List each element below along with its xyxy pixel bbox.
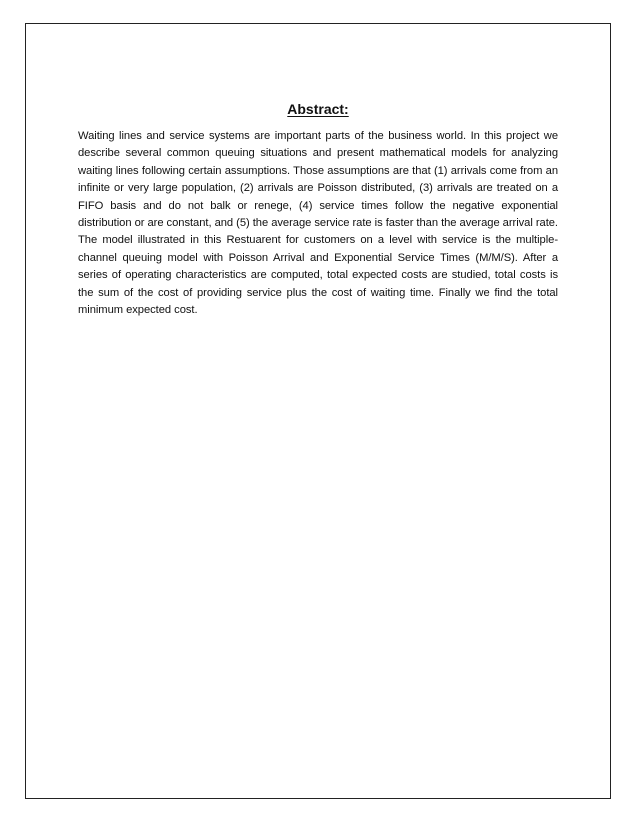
abstract-paragraph: Waiting lines and service systems are important parts of the business world. In this project we describe several common queuing situations and present mathematical models for analyzing waiting lines following certain assumptions. Those assumptions are that (1) arrivals come from an infinite or very large population, (2) arrivals are Poisson distributed, (3) arrivals are treated on a FIFO basis and do not balk or renege, (4) service times follow the negative exponential distribution or are constant, and (5) the average service rate is faster than the average arrival rate. The model illustrated in this Restuarent for customers on a level with service is the multiple-channel queuing model with Poisson Arrival and Exponential Service Times (M/M/S). After a series of operating characteristics are computed, total expected costs are studied, total costs is the sum of the cost of providing service plus the cost of waiting time. Finally we find the total minimum expected cost. xyxy=(78,130,558,317)
abstract-heading: Abstract: xyxy=(287,101,349,117)
page-border xyxy=(25,23,611,799)
